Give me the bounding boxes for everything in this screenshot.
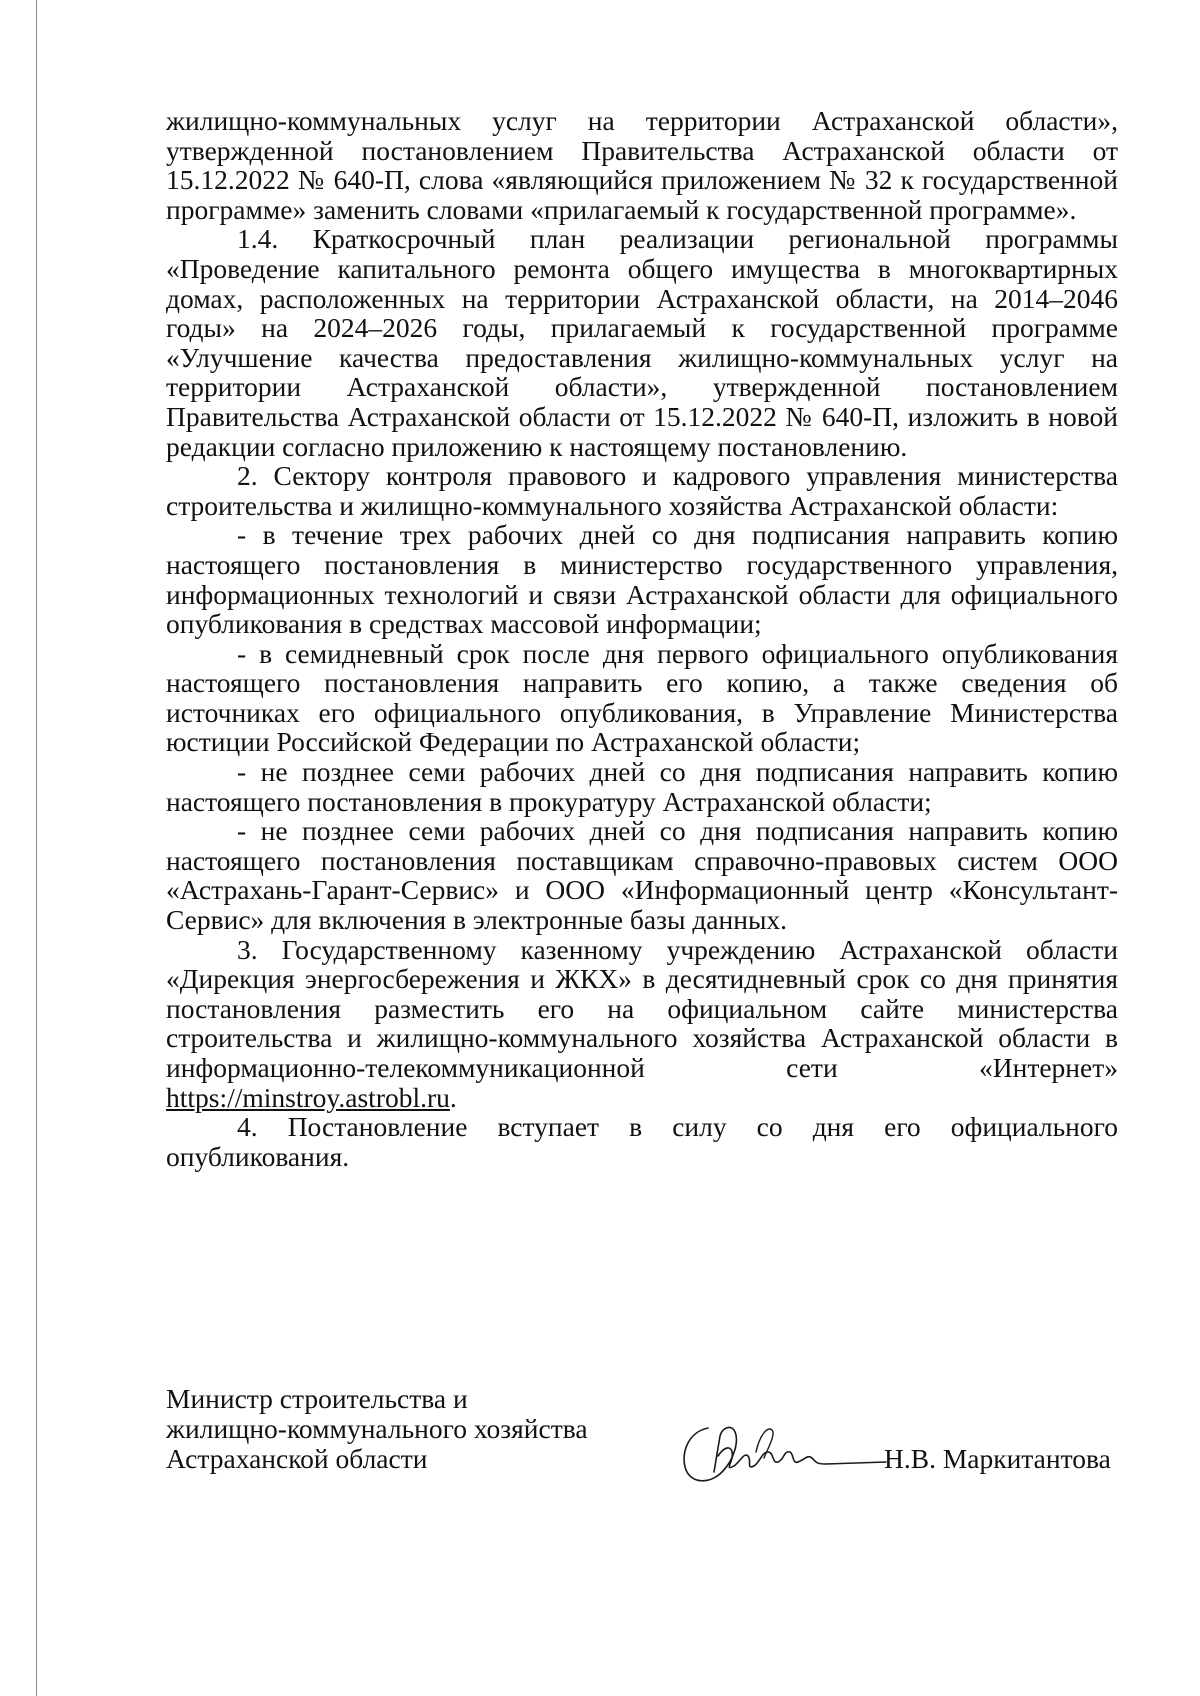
list-item-legal-systems: - не позднее семи рабочих дней со дня подписания направить копию настоящего постановления поставщикам справочно-правовых систем ООО «Астрахань-Гарант-Сервис» и ООО «Информационный центр «Консультант- Сервис» для включения в электронные базы данных. [166, 815, 1118, 936]
paragraph-4: 4. Постановление вступает в силу со дня его официального опубликования. [166, 1111, 1118, 1172]
signer-position-line-2: жилищно-коммунального хозяйства [166, 1413, 588, 1444]
website-link[interactable]: https://minstroy.astrobl.ru [166, 1081, 450, 1113]
paragraph-2: 2. Сектору контроля правового и кадрового управления министерства строительства и жилищно-коммунального хозяйства Астраханской области: [166, 460, 1118, 521]
signer-position-line-1: Министр строительства и [166, 1383, 468, 1414]
signer-position-line-3: Астраханской области [166, 1443, 428, 1474]
paragraph-continuation: жилищно-коммунальных услуг на территории Астраханской области», утвержденной постановлением Правительства Астраханской области от 15.12.2022 № 640-П, слова «являющийся приложением № 32 к государственной программе» заменить словами «прилагаемый к государственной программе». [166, 105, 1118, 225]
list-item-publication: - в течение трех рабочих дней со дня подписания направить копию настоящего постановления в министерство государственного управления, информационных технологий и связи Астраханской области для официального опубликования в средствах массовой информации; [166, 519, 1118, 640]
website-link-suffix: . [449, 1081, 457, 1113]
paragraph-3-text: 3. Государственному казенному учреждению Астраханской области «Дирекция энергосбережения и ЖКХ» в десятидневный срок со дня принятия постановления разместить его на официальном сайте министерства строительства и жилищно-коммунального хозяйства Астраханской области в информационно-телекоммуникационной сети «Интернет» [166, 933, 1118, 1083]
list-item-ministry-of-justice: - в семидневный срок после дня первого официального опубликования настоящего постановления направить его копию, а также сведения об источниках его официального опубликования, в Управление Министерства юстиции Российской Федерации по Астраханской области; [166, 637, 1118, 758]
signer-name: Н.В. Маркитантова [884, 1443, 1111, 1474]
paragraph-3 [166, 935, 1118, 1113]
document-body [166, 106, 1118, 1171]
handwritten-signature [676, 1422, 891, 1490]
list-item-prosecutor: - не позднее семи рабочих дней со дня подписания направить копию настоящего постановления в прокуратуру Астраханской области; [166, 756, 1118, 817]
scan-edge-line [36, 0, 37, 1696]
paragraph-1-4: 1.4. Краткосрочный план реализации региональной программы «Проведение капитального ремонта общего имущества в многоквартирных домах, расположенных на территории Астраханской области, на 2014–2046 годы» на 2024–2026 годы, прилагаемый к государственной программе «Улучшение качества предоставления жилищно-коммунальных услуг на территории Астраханской области», утвержденной постановлением Правительства Астраханской области от 15.12.2022 № 640-П, изложить в новой редакции согласно приложению к настоящему постановлению. [166, 223, 1118, 462]
